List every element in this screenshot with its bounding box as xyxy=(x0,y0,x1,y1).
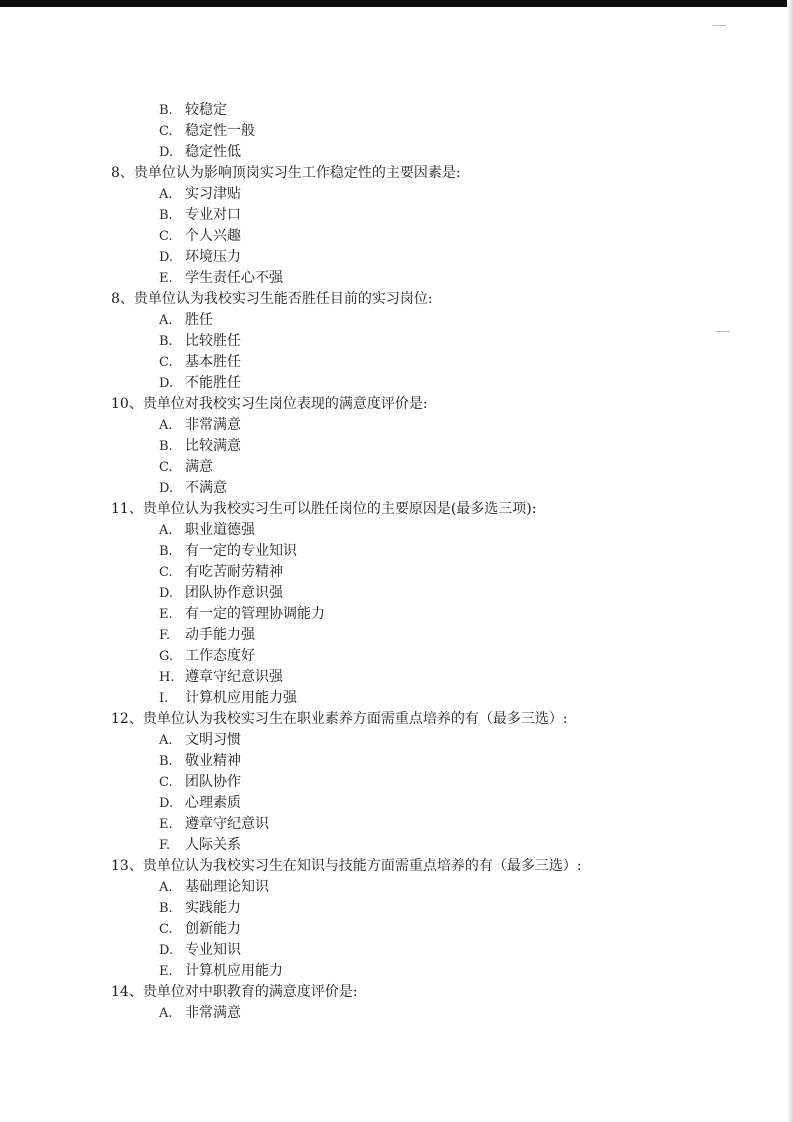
option-item xyxy=(0,541,793,562)
option-item xyxy=(0,562,793,583)
option-item xyxy=(0,247,793,268)
option-letter: I. xyxy=(159,691,169,706)
option-letter: B. xyxy=(159,208,173,223)
option-letter: H. xyxy=(159,670,175,685)
option-text: 人际关系 xyxy=(185,837,241,853)
option-item xyxy=(0,268,793,289)
option-item xyxy=(0,184,793,205)
option-letter: A. xyxy=(159,880,173,895)
option-item xyxy=(0,667,793,688)
option-text: 专业对口 xyxy=(185,207,241,223)
option-text: 基础理论知识 xyxy=(185,879,269,895)
question-text: 14、贵单位对中职教育的满意度评价是: xyxy=(111,984,358,1000)
option-letter: C. xyxy=(159,565,173,580)
survey-page-content xyxy=(0,100,793,1024)
option-item xyxy=(0,898,793,919)
option-text: 有吃苦耐劳精神 xyxy=(185,564,283,580)
option-text: 心理素质 xyxy=(185,795,241,811)
option-item xyxy=(0,142,793,163)
option-text: 计算机应用能力 xyxy=(185,963,283,979)
option-letter: A. xyxy=(159,418,173,433)
option-item xyxy=(0,835,793,856)
option-letter: D. xyxy=(159,376,174,391)
option-item xyxy=(0,520,793,541)
option-letter: B. xyxy=(159,544,173,559)
option-letter: D. xyxy=(159,796,174,811)
option-letter: E. xyxy=(159,271,173,286)
option-letter: D. xyxy=(159,250,174,265)
option-text: 创新能力 xyxy=(185,921,241,937)
option-item xyxy=(0,919,793,940)
option-text: 满意 xyxy=(185,459,213,475)
option-text: 环境压力 xyxy=(185,249,241,265)
option-text: 实践能力 xyxy=(185,900,241,916)
option-text: 不能胜任 xyxy=(185,375,241,391)
question-text: 13、贵单位认为我校实习生在知识与技能方面需重点培养的有（最多三选）: xyxy=(111,858,582,874)
option-item xyxy=(0,793,793,814)
option-text: 比较胜任 xyxy=(185,333,241,349)
option-item xyxy=(0,310,793,331)
option-item xyxy=(0,940,793,961)
option-item xyxy=(0,730,793,751)
option-letter: B. xyxy=(159,439,173,454)
option-letter: E. xyxy=(159,817,173,832)
option-letter: A. xyxy=(159,313,173,328)
option-item xyxy=(0,436,793,457)
option-item xyxy=(0,814,793,835)
option-text: 比较满意 xyxy=(185,438,241,454)
option-item xyxy=(0,352,793,373)
option-item xyxy=(0,772,793,793)
option-item xyxy=(0,478,793,499)
option-text: 不满意 xyxy=(185,480,227,496)
option-letter: G. xyxy=(159,649,174,664)
option-text: 职业道德强 xyxy=(185,522,255,538)
option-letter: C. xyxy=(159,355,173,370)
option-letter: D. xyxy=(159,481,174,496)
question-text: 8、贵单位认为我校实习生能否胜任目前的实习岗位: xyxy=(111,291,433,307)
option-letter: A. xyxy=(159,1006,173,1021)
option-text: 敬业精神 xyxy=(185,753,241,769)
option-text: 动手能力强 xyxy=(185,627,255,643)
option-text: 有一定的管理协调能力 xyxy=(185,606,325,622)
option-text: 专业知识 xyxy=(185,942,241,958)
option-text: 有一定的专业知识 xyxy=(185,543,297,559)
option-text: 文明习惯 xyxy=(185,732,241,748)
option-letter: B. xyxy=(159,103,173,118)
option-item xyxy=(0,226,793,247)
option-letter: D. xyxy=(159,586,174,601)
option-letter: E. xyxy=(159,607,173,622)
option-item xyxy=(0,583,793,604)
option-item xyxy=(0,373,793,394)
option-text: 遵章守纪意识 xyxy=(185,816,269,832)
option-item xyxy=(0,415,793,436)
scan-top-edge xyxy=(0,0,793,7)
option-letter: B. xyxy=(159,901,173,916)
option-item xyxy=(0,100,793,121)
question-text: 10、贵单位对我校实习生岗位表现的满意度评价是: xyxy=(111,396,428,412)
option-text: 工作态度好 xyxy=(185,648,255,664)
option-text: 非常满意 xyxy=(185,417,241,433)
question-text: 12、贵单位认为我校实习生在职业素养方面需重点培养的有（最多三选）: xyxy=(111,711,568,727)
option-text: 计算机应用能力强 xyxy=(185,690,297,706)
option-letter: B. xyxy=(159,754,173,769)
option-text: 个人兴趣 xyxy=(185,228,241,244)
option-item xyxy=(0,457,793,478)
option-text: 团队协作 xyxy=(185,774,241,790)
option-letter: E. xyxy=(159,964,173,979)
option-item xyxy=(0,688,793,709)
option-text: 较稳定 xyxy=(185,102,227,118)
option-letter: A. xyxy=(159,187,173,202)
option-text: 团队协作意识强 xyxy=(185,585,283,601)
option-item xyxy=(0,751,793,772)
option-text: 遵章守纪意识强 xyxy=(185,669,283,685)
option-text: 胜任 xyxy=(185,312,213,328)
option-item xyxy=(0,646,793,667)
option-text: 非常满意 xyxy=(185,1005,241,1021)
question-text: 11、贵单位认为我校实习生可以胜任岗位的主要原因是(最多选三项): xyxy=(111,501,537,517)
option-item xyxy=(0,604,793,625)
option-letter: C. xyxy=(159,775,173,790)
option-letter: C. xyxy=(159,922,173,937)
option-text: 学生责任心不强 xyxy=(185,270,283,286)
option-letter: C. xyxy=(159,229,173,244)
option-letter: C. xyxy=(159,124,173,139)
scan-speck xyxy=(712,25,726,26)
question-text: 8、贵单位认为影响顶岗实习生工作稳定性的主要因素是: xyxy=(111,165,461,181)
option-text: 基本胜任 xyxy=(185,354,241,370)
option-item xyxy=(0,331,793,352)
option-item xyxy=(0,1003,793,1024)
option-letter: F. xyxy=(159,838,171,853)
option-text: 实习津贴 xyxy=(185,186,241,202)
option-item xyxy=(0,961,793,982)
option-item xyxy=(0,121,793,142)
option-letter: A. xyxy=(159,733,173,748)
option-letter: D. xyxy=(159,943,174,958)
option-letter: C. xyxy=(159,460,173,475)
option-item xyxy=(0,205,793,226)
option-letter: B. xyxy=(159,334,173,349)
option-text: 稳定性低 xyxy=(185,144,241,160)
option-letter: F. xyxy=(159,628,171,643)
option-item xyxy=(0,877,793,898)
option-item xyxy=(0,625,793,646)
option-letter: D. xyxy=(159,145,174,160)
option-letter: A. xyxy=(159,523,173,538)
option-text: 稳定性一般 xyxy=(185,123,255,139)
